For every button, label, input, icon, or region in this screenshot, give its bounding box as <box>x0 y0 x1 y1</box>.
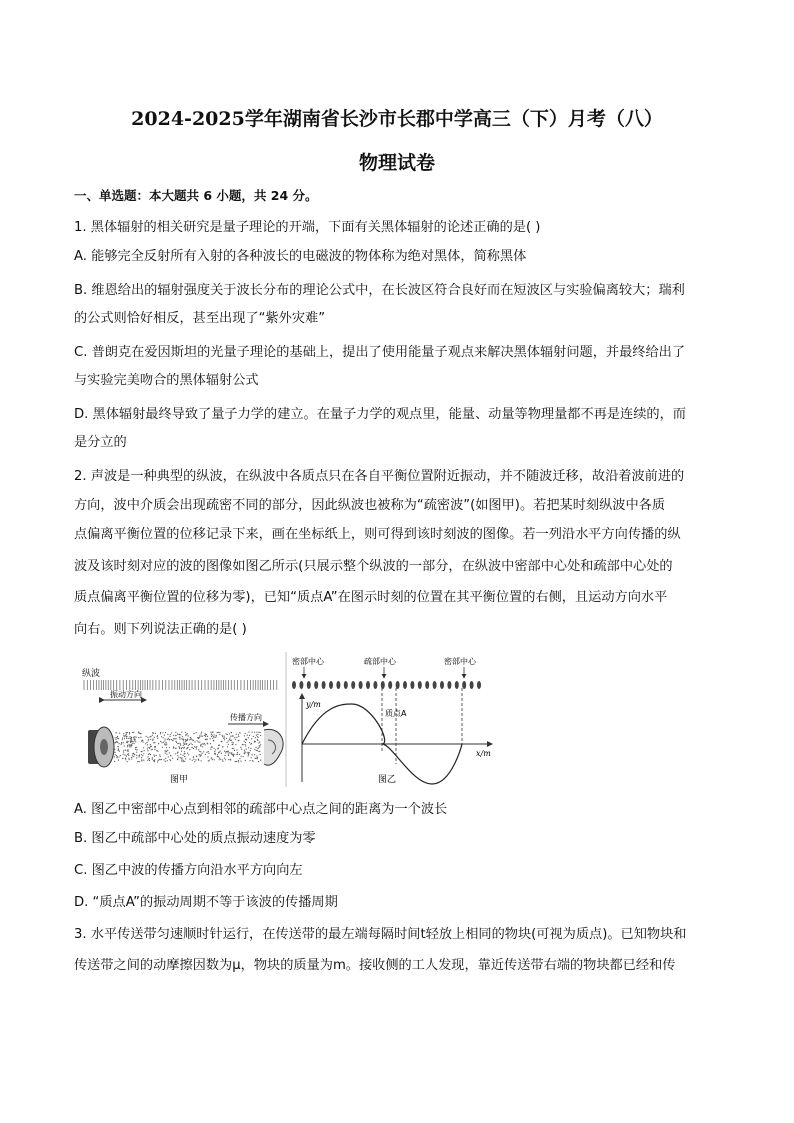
section-heading: 一、单选题：本大题共 6 小题，共 24 分。 <box>74 188 318 203</box>
figure-yi-caption: 图乙 <box>378 775 397 785</box>
longitudinal-wave-label: 纵波 <box>82 669 101 679</box>
page-subtitle: 物理试卷 <box>358 152 435 174</box>
propagation-direction-label: 传播方向 <box>230 713 262 722</box>
q1-option-c-line1: C. 普朗克在爱因斯坦的光量子理论的基础上，提出了使用能量子观点来解决黑体辐射问题，并最终给出了 <box>74 345 686 360</box>
q2-stem-line1: 2. 声波是一种典型的纵波，在纵波中各质点只在各自平衡位置附近振动，并不随波迁移，故沿着波前进的 <box>74 469 685 484</box>
figure-jia <box>82 667 283 785</box>
point-a-label: 质点A <box>385 709 407 718</box>
wave-figure <box>80 652 500 787</box>
sparse-center-label: 疏部中心 <box>364 657 396 666</box>
q2-stem-line2: 方向，波中介质会出现疏密不同的部分，因此纵波也被称为“疏密波”(如图甲)。若把某时刻纵波中各质 <box>74 498 666 513</box>
q2-stem-line6: 向右。则下列说法正确的是( ) <box>74 622 247 637</box>
figure-jia-caption: 图甲 <box>170 775 189 785</box>
y-axis-label: y/m <box>306 700 321 709</box>
q3-stem-line1: 3. 水平传送带匀速顺时针运行，在传送带的最左端每隔时间t轻放上相同的物块(可视为质点)。已知物块和 <box>74 927 687 942</box>
q2-option-c: C. 图乙中波的传播方向沿水平方向向左 <box>74 863 303 878</box>
q2-option-d: D. “质点A”的振动周期不等于该波的传播周期 <box>74 895 338 910</box>
dense-center-label-1: 密部中心 <box>292 657 324 666</box>
q1-option-a: A. 能够完全反射所有入射的各种波长的电磁波的物体称为绝对黑体，简称黑体 <box>74 249 527 264</box>
q1-option-b-line1: B. 维恩给出的辐射强度关于波长分布的理论公式中，在长波区符合良好而在短波区与实验偏离较大；瑞利 <box>74 283 685 298</box>
q1-option-b-line2: 的公式则恰好相反，甚至出现了“紫外灾难” <box>74 311 326 326</box>
figure-yi <box>286 652 492 787</box>
dense-center-label-2: 密部中心 <box>444 657 476 666</box>
q1-stem: 1. 黑体辐射的相关研究是量子理论的开端，下面有关黑体辐射的论述正确的是( ) <box>74 220 541 235</box>
longitudinal-bars <box>84 680 277 690</box>
speaker-icon <box>88 727 114 767</box>
q2-option-b: B. 图乙中疏部中心处的质点振动速度为零 <box>74 831 316 846</box>
q2-stem-line4: 波及该时刻对应的波的图像如图乙所示(只展示整个纵波的一部分，在纵波中密部中心处和疏部中心处的 <box>74 559 673 574</box>
q1-option-d-line2: 是分立的 <box>74 435 127 450</box>
q2-stem-line3: 点偏离平衡位置的位移记录下来，画在坐标纸上，则可得到该时刻波的图像。若一列沿水平方向传播的纵 <box>74 527 681 542</box>
dense-sparse-medium <box>113 731 261 762</box>
ear-icon <box>264 729 283 765</box>
q1-option-d-line1: D. 黑体辐射最终导致了量子力学的建立。在量子力学的观点里，能量、动量等物理量都不再是连续的，而 <box>74 407 686 422</box>
page-title: 2024-2025学年湖南省长沙市长郡中学高三（下）月考（八） <box>131 108 663 130</box>
x-axis-label: x/m <box>476 749 491 758</box>
q2-stem-line5: 质点偏离平衡位置的位移为零)，已知“质点A”在图示时刻的位置在其平衡位置的右侧，且运动方向水平 <box>74 590 668 605</box>
q1-option-c-line2: 与实验完美吻合的黑体辐射公式 <box>74 373 259 388</box>
q2-option-a: A. 图乙中密部中心点到相邻的疏部中心点之间的距离为一个波长 <box>74 802 448 817</box>
vibration-direction-label: 振动方向 <box>110 690 142 699</box>
particle-row <box>292 681 481 689</box>
q3-stem-line2: 传送带之间的动摩擦因数为μ，物块的质量为m。接收侧的工人发现，靠近传送带右端的物块都已经和传 <box>74 958 676 973</box>
